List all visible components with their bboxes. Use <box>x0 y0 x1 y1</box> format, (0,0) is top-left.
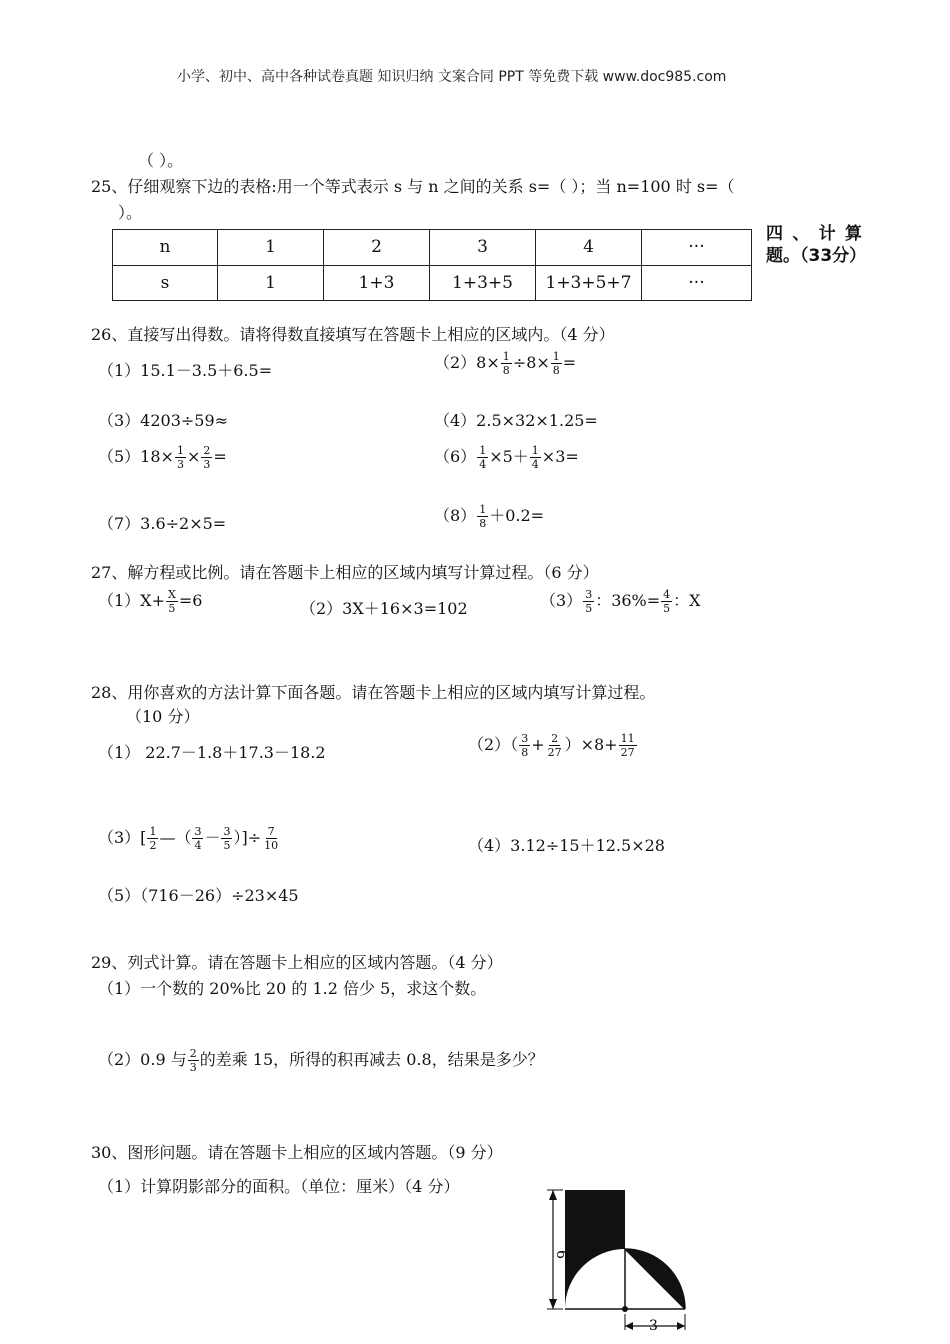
text: （6） <box>434 447 477 466</box>
table-cell: 1 <box>218 265 324 301</box>
text: （8） <box>434 506 477 525</box>
fraction: $\frac{4}{5}$ <box>663 588 671 615</box>
q26-item-8 <box>434 503 544 530</box>
arrow-right-icon <box>677 1322 685 1330</box>
text: （5）18× <box>98 447 174 466</box>
fraction: $\frac{7}{10}$ <box>264 825 279 852</box>
fraction: $\frac{1}{2}$ <box>149 825 157 852</box>
q27-title: 27、解方程或比例。请在答题卡上相应的区域内填写计算过程。（6 分） <box>91 563 599 582</box>
width-label: 3 <box>649 1318 658 1334</box>
q26-item-6 <box>434 444 579 471</box>
text: ：X <box>673 591 701 610</box>
table-cell: 3 <box>430 230 536 266</box>
table-row <box>113 265 752 301</box>
q28-item-5: （5）（716－26）÷23×45 <box>98 886 299 905</box>
q27-item-1 <box>98 588 202 615</box>
section-four-title: 四、计算题。（33分） <box>766 224 867 266</box>
table-cell: ··· <box>642 265 752 301</box>
text: （3） <box>540 591 583 610</box>
q26-title: 26、直接写出得数。请将得数直接填写在答题卡上相应的区域内。（4 分） <box>91 325 615 344</box>
fraction: $\frac{3}{4}$ <box>194 825 202 852</box>
arrow-up-icon <box>549 1190 557 1200</box>
q25-line2: ）。 <box>118 203 143 222</box>
q29-item-2 <box>98 1047 544 1074</box>
q29-item-1: （1）一个数的 20%比 20 的 1.2 倍少 5，求这个数。 <box>98 979 487 998</box>
text: （1）X+ <box>98 591 165 610</box>
fraction: $\frac{2}{3}$ <box>189 1047 197 1074</box>
q28-item-2 <box>468 732 638 759</box>
q28-item-4: （4）3.12÷15＋12.5×28 <box>468 836 665 855</box>
q28-item-3 <box>98 825 281 852</box>
q30-item-1: （1）计算阴影部分的面积。（单位：厘米）（4 分） <box>98 1177 460 1196</box>
text: ×5＋ <box>489 447 529 466</box>
text: 的差乘 15，所得的积再减去 0.8，结果是多少？ <box>199 1050 544 1069</box>
fraction: $\frac{3}{5}$ <box>585 588 593 615</box>
text: × <box>186 447 201 466</box>
fraction: $\frac{1}{8}$ <box>479 503 487 530</box>
q26-item-5 <box>98 444 227 471</box>
q27-item-3 <box>540 588 701 615</box>
text: ÷8× <box>512 353 550 372</box>
q26-item-2 <box>434 350 576 377</box>
table-cell: 1 <box>218 230 324 266</box>
fraction: $\frac{2}{3}$ <box>203 444 211 471</box>
table-cell: 2 <box>324 230 430 266</box>
height-label: 6 <box>553 1250 569 1259</box>
q24-tail: （ ）。 <box>138 151 184 170</box>
text: （2）（ <box>468 735 519 754</box>
arrow-down-icon <box>549 1299 557 1309</box>
fraction: $\frac{3}{5}$ <box>223 825 231 852</box>
text: （2）8× <box>434 353 500 372</box>
q26-item-1: （1）15.1－3.5＋6.5= <box>98 361 273 380</box>
fraction: $\frac{1}{4}$ <box>531 444 539 471</box>
q25-line1: 25、仔细观察下边的表格:用一个等式表示 s 与 n 之间的关系 s=（ ）；当 n=100 时 s=（ <box>91 177 735 196</box>
table-cell: n <box>113 230 218 266</box>
fraction: $\frac{1}{3}$ <box>176 444 184 471</box>
fraction: $\frac{11}{27}$ <box>620 732 635 759</box>
table-cell: s <box>113 265 218 301</box>
table-cell: 1+3+5 <box>430 265 536 301</box>
table-cell: 1+3 <box>324 265 430 301</box>
sequence-table <box>112 229 752 301</box>
center-dot <box>622 1306 628 1312</box>
table-cell: 1+3+5+7 <box>536 265 642 301</box>
q26-item-3: （3）4203÷59≈ <box>98 411 229 430</box>
text: ×3= <box>541 447 579 466</box>
q26-item-4: （4）2.5×32×1.25= <box>434 411 598 430</box>
q26-item-7: （7）3.6÷2×5= <box>98 514 227 533</box>
arrow-left-icon <box>625 1322 633 1330</box>
text: － <box>204 828 221 847</box>
q28-score: （10 分） <box>126 707 200 726</box>
q30-title: 30、图形问题。请在答题卡上相应的区域内答题。（9 分） <box>91 1143 503 1162</box>
q29-title: 29、列式计算。请在答题卡上相应的区域内答题。（4 分） <box>91 953 503 972</box>
fraction: $\frac{1}{8}$ <box>502 350 510 377</box>
text: —（ <box>159 828 192 847</box>
table-cell: ··· <box>642 230 752 266</box>
page-header: 小学、初中、高中各种试卷真题 知识归纳 文案合同 PPT 等免费下载 www.doc985.com <box>177 69 727 85</box>
q28-item-1: （1） 22.7－1.8＋17.3－18.2 <box>98 743 326 762</box>
fraction: $\frac{1}{8}$ <box>552 350 560 377</box>
table-row <box>113 230 752 266</box>
text: ：36%= <box>595 591 661 610</box>
text: （2）0.9 与 <box>98 1050 187 1069</box>
shaded-area-figure <box>535 1180 695 1344</box>
text: ）×8+ <box>564 735 618 754</box>
text: = <box>562 353 577 372</box>
fraction: $\frac{X}{5}$ <box>167 588 176 615</box>
text: =6 <box>178 591 203 610</box>
q28-title: 28、用你喜欢的方法计算下面各题。请在答题卡上相应的区域内填写计算过程。 <box>91 683 656 702</box>
q27-item-2: （2）3X＋16×3=102 <box>300 599 468 618</box>
text: （3）[ <box>98 828 147 847</box>
text: = <box>213 447 227 466</box>
text: + <box>531 735 545 754</box>
fraction: $\frac{3}{8}$ <box>521 732 529 759</box>
text: ）]÷ <box>233 828 262 847</box>
shaded-region-left <box>565 1190 625 1309</box>
text: ＋0.2= <box>489 506 545 525</box>
table-cell: 4 <box>536 230 642 266</box>
fraction: $\frac{2}{27}$ <box>547 732 562 759</box>
fraction: $\frac{1}{4}$ <box>479 444 487 471</box>
